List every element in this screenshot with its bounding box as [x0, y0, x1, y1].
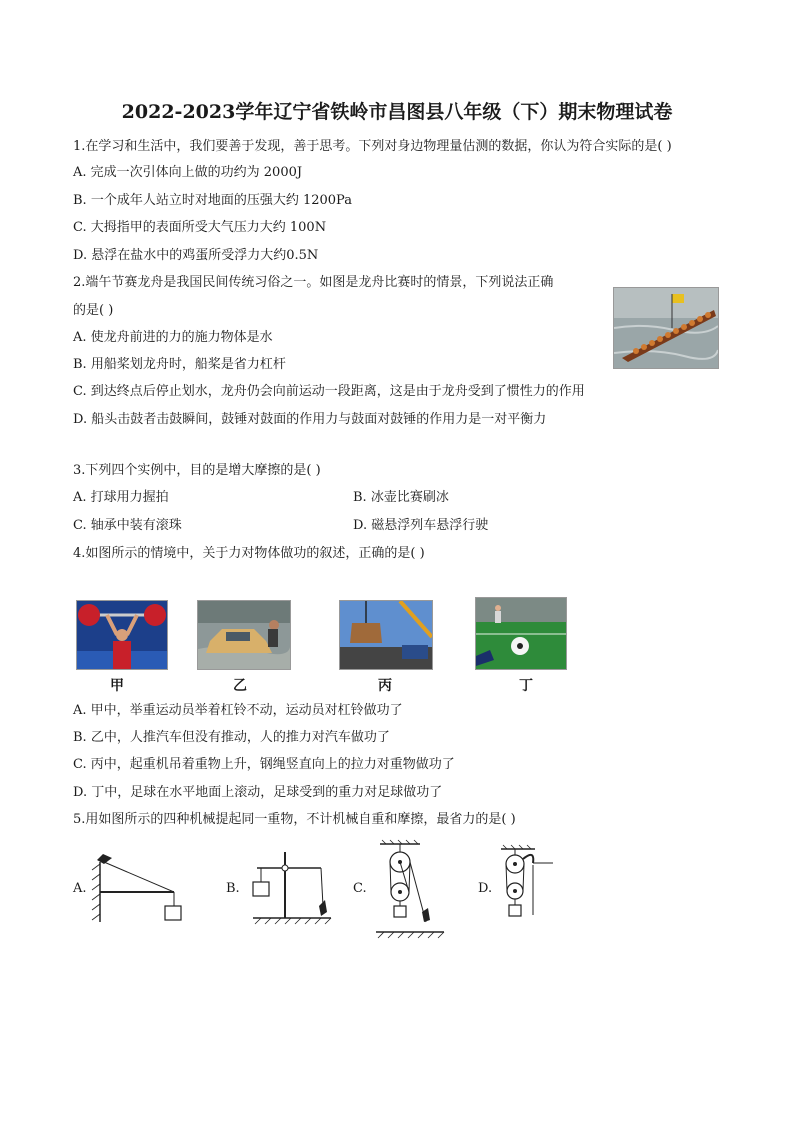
caption-jia: 甲: [110, 678, 124, 694]
q3-option-a: A. 打球用力握拍: [73, 490, 169, 505]
football-photo: [475, 597, 567, 670]
q5-label-c: C.: [353, 881, 367, 896]
question-2-stem-line1: 2.端午节赛龙舟是我国民间传统习俗之一。如图是龙舟比赛时的情景，下列说法正确: [73, 275, 554, 290]
q4-option-b: B. 乙中，人推汽车但没有推动，人的推力对汽车做功了: [73, 730, 390, 745]
q4-option-a: A. 甲中，举重运动员举着杠铃不动，运动员对杠铃做功了: [73, 703, 403, 718]
question-4-stem: 4.如图所示的情境中，关于力对物体做功的叙述，正确的是( ): [73, 546, 425, 561]
q5-label-a: A.: [73, 881, 87, 896]
caption-yi: 乙: [233, 678, 247, 694]
q4-option-d: D. 丁中，足球在水平地面上滚动，足球受到的重力对足球做功了: [73, 785, 443, 800]
weightlifter-photo: [76, 600, 168, 670]
q1-option-b: B. 一个成年人站立时对地面的压强大约 1200Pa: [73, 193, 352, 208]
car-push-photo: [197, 600, 291, 670]
q1-option-c: C. 大拇指甲的表面所受大气压力大约 100N: [73, 220, 327, 235]
q5-label-b: B.: [226, 881, 240, 896]
q1-option-d: D. 悬浮在盐水中的鸡蛋所受浮力大约0.5N: [73, 248, 319, 263]
question-3-stem: 3.下列四个实例中，目的是增大摩擦的是( ): [73, 463, 321, 478]
lever-diagram-a: [90, 850, 185, 930]
dragon-boat-photo: [613, 287, 719, 369]
q3-option-d: D. 磁悬浮列车悬浮行驶: [353, 518, 489, 533]
q2-option-a: A. 使龙舟前进的力的施力物体是水: [73, 330, 273, 345]
q3-option-b: B. 冰壶比赛刷冰: [353, 490, 449, 505]
q2-option-d: D. 船头击鼓者击鼓瞬间，鼓锤对鼓面的作用力与鼓面对鼓锤的作用力是一对平衡力: [73, 412, 547, 427]
crane-photo: [339, 600, 433, 670]
q5-label-d: D.: [478, 881, 493, 896]
pulley-diagram-d: [495, 845, 565, 930]
exam-title: 2022-2023学年辽宁省铁岭市昌图县八年级（下）期末物理试卷: [121, 101, 673, 123]
question-5-stem: 5.用如图所示的四种机械提起同一重物，不计机械自重和摩擦，最省力的是( ): [73, 812, 516, 827]
q2-option-c: C. 到达终点后停止划水，龙舟仍会向前运动一段距离，这是由于龙舟受到了惯性力的作用: [73, 384, 585, 399]
question-2-stem-line2: 的是( ): [73, 303, 114, 318]
question-1-stem: 1.在学习和生活中，我们要善于发现，善于思考。下列对身边物理量估测的数据，你认为符合实际的是( ): [73, 139, 672, 154]
caption-ding: 丁: [519, 678, 533, 694]
q3-option-c: C. 轴承中装有滚珠: [73, 518, 182, 533]
caption-bing: 丙: [378, 678, 392, 694]
q1-option-a: A. 完成一次引体向上做的功约为 2000J: [73, 165, 303, 180]
q4-option-c: C. 丙中，起重机吊着重物上升，钢绳竖直向上的拉力对重物做功了: [73, 757, 455, 772]
pulley-diagram-c: [368, 840, 448, 940]
q2-option-b: B. 用船桨划龙舟时，船桨是省力杠杆: [73, 357, 286, 372]
pulley-frame-diagram-b: [245, 850, 335, 930]
